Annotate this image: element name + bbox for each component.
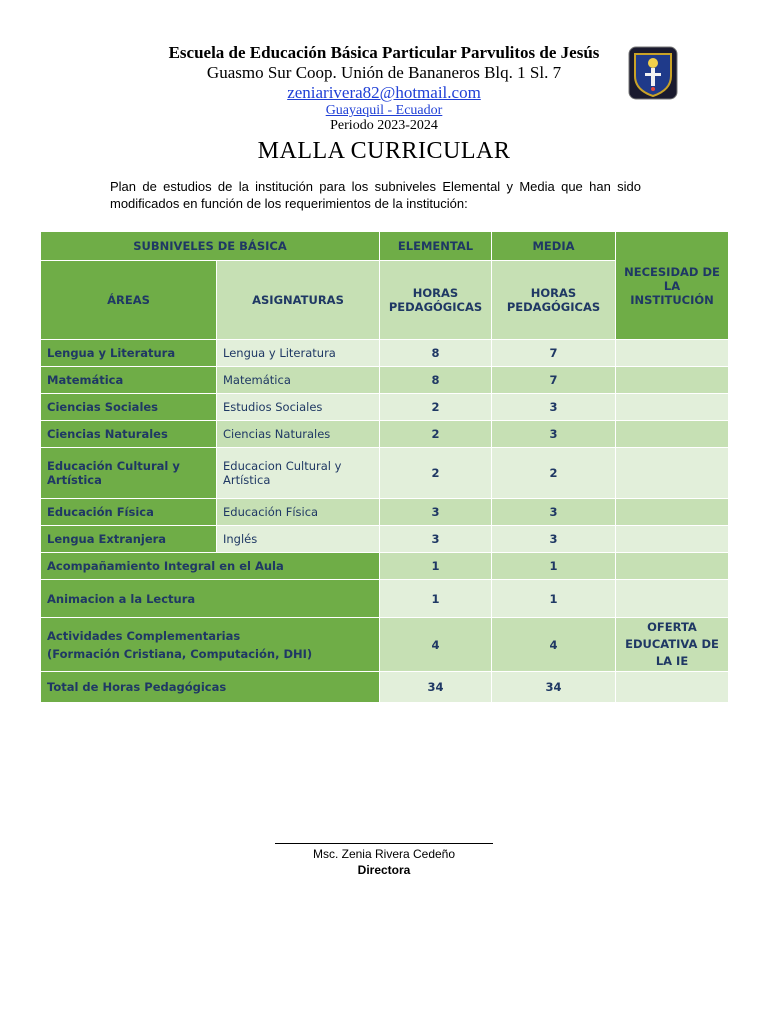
necesidad-cell (616, 526, 729, 553)
elemental-hours: 1 (380, 553, 492, 580)
school-name: Escuela de Educación Básica Particular Parvulitos de Jesús (168, 43, 600, 62)
extra-activity-label: Actividades Complementarias (Formación Cristiana, Computación, DHI) (41, 618, 380, 672)
necesidad-cell (616, 340, 729, 367)
school-city-link[interactable]: Guayaquil - Ecuador (325, 103, 443, 118)
intro-paragraph: Plan de estudios de la institución para los subniveles Elemental y Media que han sido modificados en función de los requerimientos de la institución: (110, 179, 641, 211)
asignatura-cell: Estudios Sociales (217, 394, 380, 421)
school-period: Periodo 2023-2024 (330, 118, 438, 133)
table-row (41, 367, 729, 394)
table-row (41, 580, 729, 618)
asignatura-cell: Inglés (217, 526, 380, 553)
total-label: Total de Horas Pedagógicas (41, 672, 380, 703)
necesidad-cell (616, 672, 729, 703)
necesidad-cell (616, 367, 729, 394)
header-areas: ÁREAS (41, 261, 217, 340)
necesidad-cell (616, 448, 729, 499)
extra-activity-label: Acompañamiento Integral en el Aula (41, 553, 380, 580)
header-horas-media: HORAS PEDAGÓGICAS (492, 261, 616, 340)
table-row (41, 499, 729, 526)
total-elemental: 34 (380, 672, 492, 703)
elemental-hours: 3 (380, 499, 492, 526)
area-cell: Matemática (41, 367, 217, 394)
header-asignaturas: ASIGNATURAS (217, 261, 380, 340)
total-media: 34 (492, 672, 616, 703)
media-hours: 1 (492, 580, 616, 618)
necesidad-cell (616, 580, 729, 618)
table-row (41, 394, 729, 421)
elemental-hours: 8 (380, 340, 492, 367)
area-cell: Lengua Extranjera (41, 526, 217, 553)
asignatura-cell: Educación Física (217, 499, 380, 526)
area-cell: Ciencias Naturales (41, 421, 217, 448)
elemental-hours: 1 (380, 580, 492, 618)
table-row (41, 448, 729, 499)
area-cell: Lengua y Literatura (41, 340, 217, 367)
elemental-hours: 2 (380, 394, 492, 421)
extra-activity-label: Animacion a la Lectura (41, 580, 380, 618)
media-hours: 3 (492, 499, 616, 526)
table-row (41, 340, 729, 367)
media-hours: 3 (492, 526, 616, 553)
header-horas-elemental: HORAS PEDAGÓGICAS (380, 261, 492, 340)
elemental-hours: 8 (380, 367, 492, 394)
header-elemental: ELEMENTAL (380, 232, 492, 261)
area-cell: Educación Física (41, 499, 217, 526)
media-hours: 1 (492, 553, 616, 580)
asignatura-cell: Lengua y Literatura (217, 340, 380, 367)
asignatura-cell: Matemática (217, 367, 380, 394)
total-row (41, 672, 729, 703)
elemental-hours: 3 (380, 526, 492, 553)
elemental-hours: 2 (380, 421, 492, 448)
necesidad-cell (616, 421, 729, 448)
media-hours: 3 (492, 421, 616, 448)
school-address: Guasmo Sur Coop. Unión de Bananeros Blq. 1 Sl. 7 (206, 63, 562, 82)
media-hours: 3 (492, 394, 616, 421)
asignatura-cell: Educacion Cultural y Artística (217, 448, 380, 499)
table-row (41, 526, 729, 553)
table-row (41, 618, 729, 672)
school-email-link[interactable]: zeniarivera82@hotmail.com (287, 83, 481, 102)
header-media: MEDIA (492, 232, 616, 261)
necesidad-cell (616, 499, 729, 526)
elemental-hours: 2 (380, 448, 492, 499)
curriculum-table (40, 231, 729, 703)
header-subniveles: SUBNIVELES DE BÁSICA (41, 232, 380, 261)
area-cell: Educación Cultural y Artística (41, 448, 217, 499)
elemental-hours: 4 (380, 618, 492, 672)
table-row (41, 553, 729, 580)
necesidad-cell (616, 553, 729, 580)
school-logo (628, 46, 678, 100)
media-hours: 4 (492, 618, 616, 672)
media-hours: 7 (492, 367, 616, 394)
media-hours: 2 (492, 448, 616, 499)
media-hours: 7 (492, 340, 616, 367)
signature-name: Msc. Zenia Rivera Cedeño (312, 847, 456, 861)
necesidad-cell (616, 394, 729, 421)
signature-line (275, 843, 493, 844)
asignatura-cell: Ciencias Naturales (217, 421, 380, 448)
header-necesidad: NECESIDAD DE LA INSTITUCIÓN (616, 232, 729, 340)
area-cell: Ciencias Sociales (41, 394, 217, 421)
signature-role: Directora (357, 863, 411, 877)
oferta-educativa-cell: OFERTA EDUCATIVA DE LA IE (616, 618, 729, 672)
table-row (41, 421, 729, 448)
page-title: MALLA CURRICULAR (257, 138, 511, 164)
